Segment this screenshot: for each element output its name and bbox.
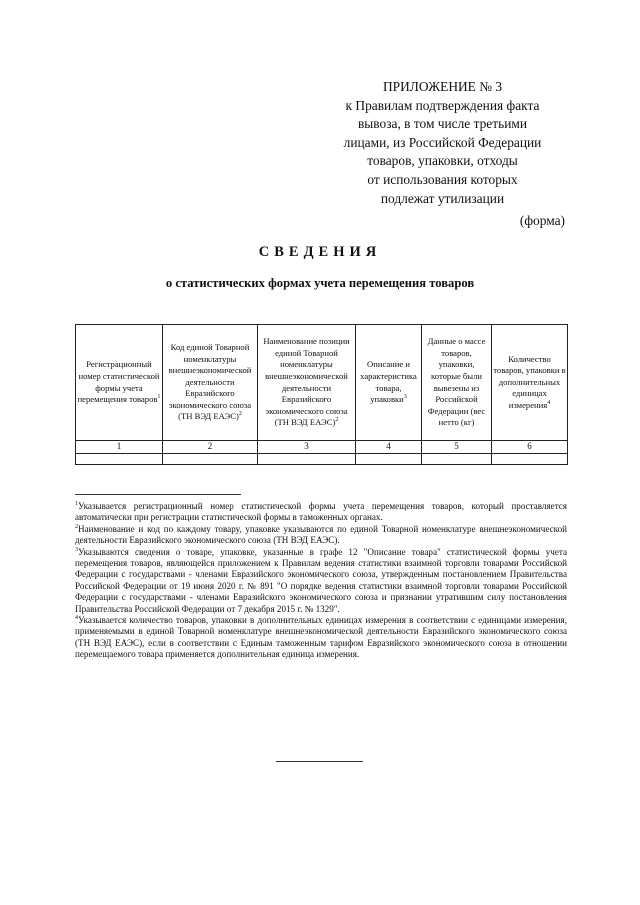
statistics-table bbox=[75, 324, 568, 465]
appendix-line: подлежат утилизации bbox=[380, 190, 505, 206]
footnote-text: Указывается регистрационный номер статистической формы учета перемещения товаров, который проставляется автоматически при регистрации статистической формы в таможенных органах. bbox=[75, 501, 567, 523]
footnotes bbox=[75, 501, 567, 661]
table-header-cell bbox=[258, 325, 356, 441]
form-label: (форма) bbox=[519, 213, 565, 228]
empty-cell bbox=[258, 454, 356, 465]
table-header-cell bbox=[163, 325, 258, 441]
table-header-cell bbox=[76, 325, 163, 441]
footnote-ref: 4 bbox=[547, 400, 551, 407]
footnote-ref: 3 bbox=[403, 394, 407, 401]
empty-cell bbox=[356, 454, 422, 465]
empty-data-row bbox=[76, 454, 568, 465]
footnote bbox=[75, 501, 567, 524]
end-separator bbox=[276, 761, 363, 762]
column-number: 5 bbox=[422, 441, 492, 454]
table-header-row bbox=[76, 325, 568, 441]
footnote-ref: 2 bbox=[238, 411, 242, 418]
appendix-line: товаров, упаковки, отходы bbox=[367, 153, 518, 169]
footnote-text: Указывается количество товаров, упаковки в дополнительных единицах измерения в соответствии с единицами измерения, применяемыми в единой Товарной номенклатуре внешнеэкономической деятельности Евразийского экономического союза (ТН ВЭД ЕАЭС), если в соответствии с Единым таможенным тарифом Евразийского экономического союза в отношении перемещаемого товара применяется дополнительная единица измерения. bbox=[75, 615, 567, 660]
footnote-ref: 2 bbox=[335, 417, 339, 424]
appendix-line: вывоза, в том числе третьими bbox=[357, 116, 528, 132]
footnote-number: 4 bbox=[75, 615, 78, 622]
appendix-line: к Правилам подтверждения факта bbox=[345, 97, 540, 113]
document-subtitle: о статистических формах учета перемещения товаров bbox=[165, 276, 475, 290]
footnote bbox=[75, 524, 567, 547]
header-text: Наименование позиции единой Товарной номенклатуры внешнеэкономической деятельности Евразийского экономического союза (ТН ВЭД ЕАЭС) bbox=[263, 336, 350, 428]
footnote-ref: 1 bbox=[157, 394, 161, 401]
header-text: Описание и характеристика товара, упаковки bbox=[360, 359, 417, 405]
column-number: 3 bbox=[258, 441, 356, 454]
empty-cell bbox=[76, 454, 163, 465]
footnote-separator bbox=[75, 494, 241, 495]
table-header-cell bbox=[356, 325, 422, 441]
column-number: 1 bbox=[76, 441, 163, 454]
header-text: Данные о массе товаров, упаковки, которые были вывезены из Российской Федерации (вес нетто (кг) bbox=[427, 336, 486, 428]
footnote-number: 2 bbox=[75, 523, 78, 530]
table-header-cell bbox=[492, 325, 568, 441]
column-number-row bbox=[76, 441, 568, 454]
document-title: СВЕДЕНИЯ bbox=[258, 244, 382, 260]
column-number: 4 bbox=[356, 441, 422, 454]
footnote-text: Наименование и код по каждому товару, упаковке указываются по единой Товарной номенклатуре внешнеэкономической деятельности Евразийского экономического союза (ТН ВЭД ЕАЭС). bbox=[75, 523, 567, 546]
footnote-text: Указываются сведения о товаре, упаковке, указанные в графе 12 "Описание товара" статистической формы учета перемещения товаров, являющейся приложением к Правилам ведения статистики взаимной торговли товарами Российской Федерации с государствами - членами Евразийского экономического союза, утвержденным постановлением Правительства Российской Федерации от 19 июня 2020 г. № 891 "О порядке ведения статистики взаимной торговли товарами Российской Федерации с государствами - членами Евразийского экономического союза и признании утратившим силу постановления Правительства Российской Федерации от 7 декабря 2015 г. № 1329". bbox=[75, 546, 567, 614]
header-text: Количество товаров, упаковки в дополнительных единицах измерения bbox=[493, 353, 566, 410]
appendix-line: от использования которых bbox=[367, 171, 518, 187]
footnote bbox=[75, 547, 567, 615]
footnote-number: 3 bbox=[75, 546, 78, 553]
appendix-heading bbox=[300, 78, 585, 208]
empty-cell bbox=[492, 454, 568, 465]
column-number: 2 bbox=[163, 441, 258, 454]
column-number: 6 bbox=[492, 441, 568, 454]
header-text: Регистрационный номер статистической формы учета перемещения товаров bbox=[77, 359, 160, 405]
header-text: Код единой Товарной номенклатуры внешнеэкономической деятельности Евразийского экономического союза (ТН ВЭД ЕАЭС) bbox=[168, 341, 252, 422]
appendix-line: лицами, из Российской Федерации bbox=[343, 134, 542, 150]
empty-cell bbox=[163, 454, 258, 465]
table-header-cell bbox=[422, 325, 492, 441]
footnote bbox=[75, 615, 567, 661]
appendix-line: ПРИЛОЖЕНИЕ № 3 bbox=[382, 79, 503, 94]
empty-cell bbox=[422, 454, 492, 465]
footnote-number: 1 bbox=[75, 500, 78, 507]
